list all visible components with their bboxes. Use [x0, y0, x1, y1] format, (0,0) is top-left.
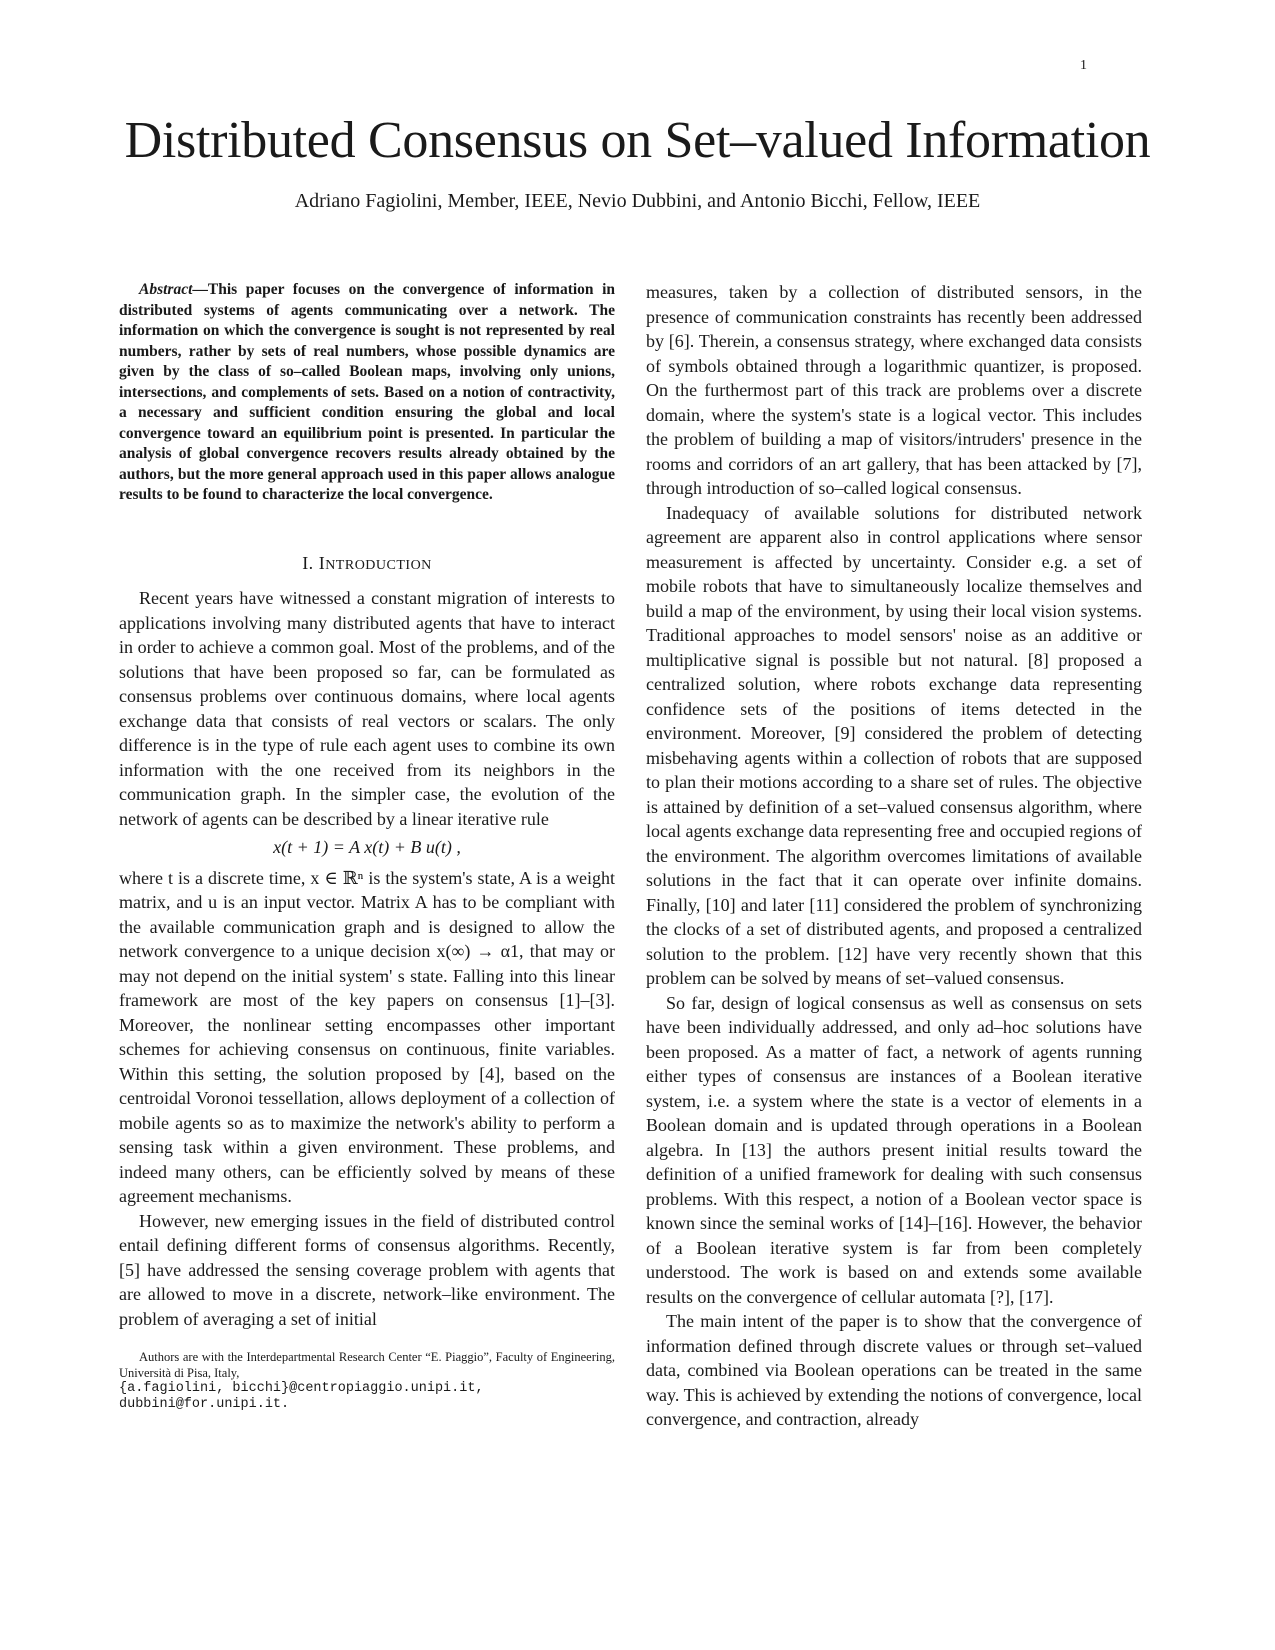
section-title-first: I	[318, 552, 326, 573]
author-footnote	[119, 1349, 615, 1413]
intro-paragraph-6: So far, design of logical consensus as well as consensus on sets have been individually addressed, and only ad–hoc solutions have been proposed. As a matter of fact, a network of agents running either types of consensus are instances of a Boolean iterative system, i.e. a system where the state is a vector of elements in a Boolean domain and is updated through operations in a Boolean algebra. In [13] the authors present initial results toward the definition of a unified framework for dealing with such consensus problems. With this respect, a notion of a Boolean vector space is known since the seminal works of [14]–[16]. However, the behavior of a Boolean iterative system is far from been completely understood. The work is based on and extends some available results on the convergence of cellular automata [?], [17].	[646, 992, 1142, 1307]
left-column	[119, 280, 615, 1413]
intro-paragraph-5: Inadequacy of available solutions for distributed network agreement are apparent also in control applications where sensor measurement is affected by uncertainty. Consider e.g. a set of mobile robots that have to simultaneously localize themselves and build a map of the environment, by using their local vision systems. Traditional approaches to model sensors' noise as an additive or multiplicative signal is possible but not natural. [8] proposed a centralized solution, where robots exchange data representing confidence sets of the positions of items detected in the environment. Moreover, [9] considered the problem of detecting misbehaving agents within a collection of robots that are supposed to plan their motions according to a share set of rules. The objective is attained by definition of a set–valued consensus algorithm, where local agents exchange data representing free and occupied regions of the environment. The algorithm overcomes limitations of available solutions in the fact that it can operate over infinite domains. Finally, [10] and later [11] considered the problem of synchronizing the clocks of a set of distributed agents, and proposed a centralized solution to the problem. [12] have very recently shown that this problem can be solved by means of set–valued consensus.	[646, 502, 1142, 988]
footnote-emails-1: {a.fagiolini, bicchi}@centropiaggio.unipi.it,	[119, 1381, 484, 1396]
section-number: I.	[302, 552, 314, 573]
intro-paragraph-1: Recent years have witnessed a constant migration of interests to applications involving many distributed agents that have to interact in order to achieve a common goal. Most of the problems, and of the solutions that have been proposed so far, can be formulated as consensus problems over continuous domains, where local agents exchange data that consists of real vectors or scalars. The only difference is in the type of rule each agent uses to combine its own information with the one received from its neighbors in the communication graph. In the simpler case, the evolution of the network of agents can be described by a linear iterative rule	[119, 588, 615, 829]
right-column	[646, 280, 1142, 1432]
author-list: Adriano Fagiolini, Member, IEEE, Nevio Dubbini, and Antonio Bicchi, Fellow, IEEE	[294, 190, 981, 212]
intro-paragraph-4: measures, taken by a collection of distributed sensors, in the presence of communication constraints has recently been addressed by [6]. Therein, a consensus strategy, where exchanged data consists of symbols obtained through a logarithmic quantizer, is proposed. On the furthermost part of this track are problems over a discrete domain, where the system's state is a logical vector. This includes the problem of building a map of visitors/intruders' presence in the rooms and corridors of an art gallery, that has been attacked by [7], through introduction of so–called logical consensus.	[646, 282, 1142, 498]
intro-paragraph-3: However, new emerging issues in the field of distributed control entail defining different forms of consensus algorithms. Recently, [5] have addressed the sensing coverage problem with agents that are allowed to move in a discrete, network–like environment. The problem of averaging a set of initial	[119, 1210, 615, 1329]
equation-linear-rule: x(t + 1) = A x(t) + B u(t) ,	[273, 837, 461, 857]
intro-paragraph-2: where t is a discrete time, x ∈ ℝⁿ is the system's state, A is a weight matrix, and u is an input vector. Matrix A has to be compliant with the available communication graph and is designed to allow the network convergence to a unique decision x(∞) → α1, that may or may not depend on the initial system' s state. Falling into this linear framework are most of the key papers on consensus [1]–[3]. Moreover, the nonlinear setting encompasses other important schemes for achieving consensus on continuous, finite variables. Within this setting, the solution proposed by [4], based on the centroidal Voronoi tessellation, allows deployment of a collection of mobile agents so as to maximize the network's ability to perform a sensing task within a given environment. These problems, and indeed many others, can be efficiently solved by means of these agreement mechanisms.	[119, 867, 615, 1206]
page-number: 1	[1080, 58, 1087, 73]
abstract-text: —This paper focuses on the convergence of information in distributed systems of agents communicating over a network. The information on which the convergence is sought is not represented by real numbers, rather by sets of real numbers, whose possible dynamics are given by the class of so–called Boolean maps, involving only unions, intersections, and complements of sets. Based on a notion of contractivity, a necessary and sufficient condition ensuring the global and local convergence toward an equilibrium point is presented. In particular the analysis of global convergence recovers results already obtained by the authors, but the more general approach used in this paper allows analogue results to be found to characterize the local convergence.	[119, 281, 615, 503]
paper-title: Distributed Consensus on Set–valued Information	[124, 112, 1151, 169]
abstract-lead: Abstract	[139, 281, 193, 298]
footnote-emails-2: dubbini@for.unipi.it.	[119, 1397, 290, 1412]
footnote-text: Authors are with the Interdepartmental Research Center “E. Piaggio”, Faculty of Engineering, Università di Pisa, Italy,	[119, 1350, 615, 1380]
section-heading-introduction	[119, 551, 615, 579]
abstract	[119, 280, 615, 506]
section-title-rest: NTRODUCTION	[325, 557, 432, 573]
intro-paragraph-7: The main intent of the paper is to show that the convergence of information defined through discrete values or through set–valued data, combined via Boolean operations can be treated in the same way. This is achieved by extending the notions of convergence, local convergence, and contraction, already	[646, 1311, 1142, 1429]
